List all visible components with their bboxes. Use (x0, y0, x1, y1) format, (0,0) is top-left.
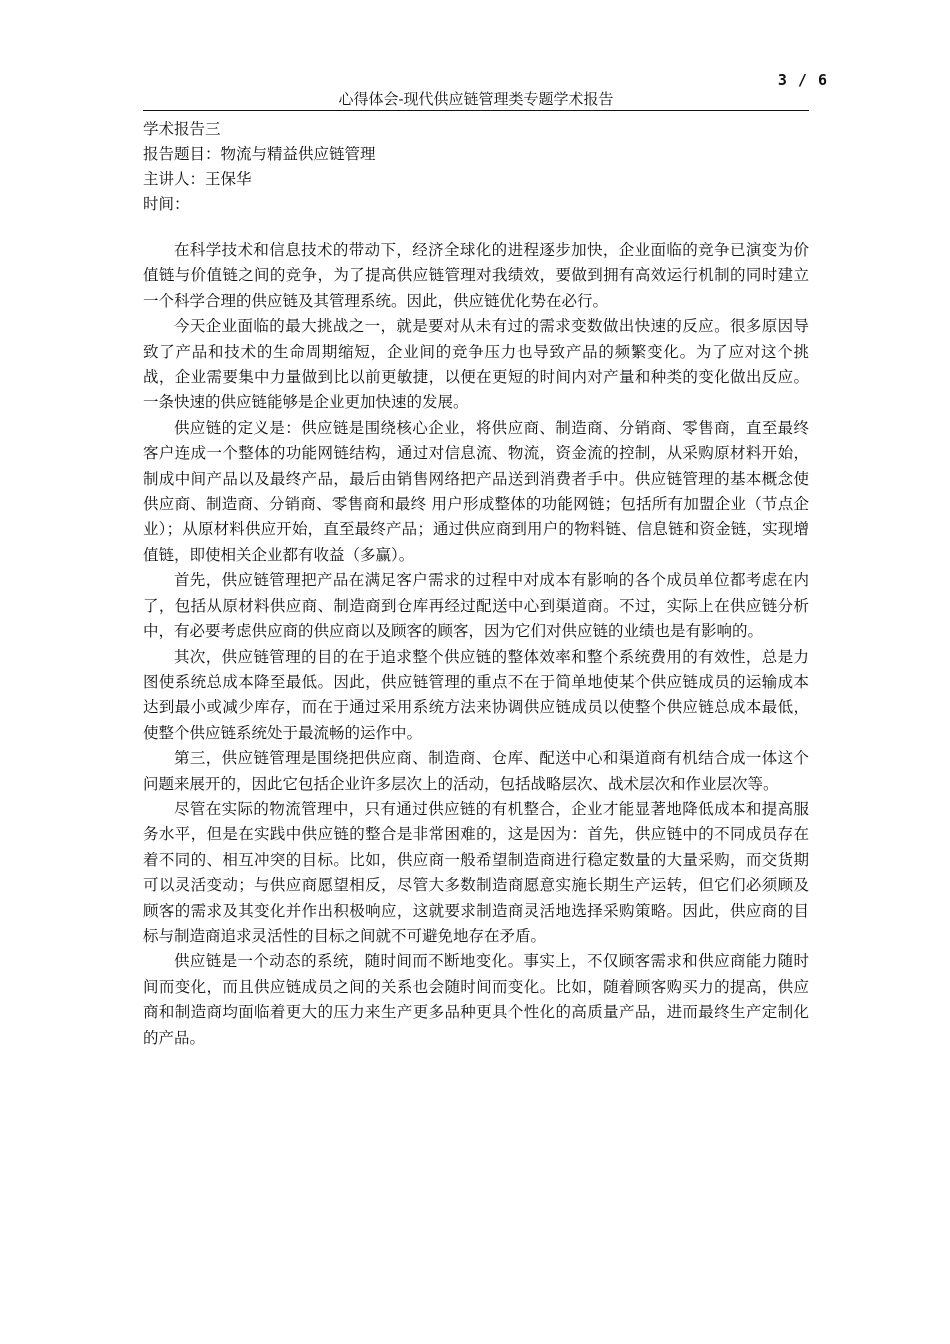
paragraph: 其次，供应链管理的目的在于追求整个供应链的整体效率和整个系统费用的有效性，总是力图使系统总成本降至最低。因此，供应链管理的重点不在于简单地使某个供应链成员的运输成本达到最小或减少库存，而在于通过采用系统方法来协调供应链成员以使整个供应链总成本最低，使整个供应链系统处于最流畅的运作中。 (143, 647, 809, 742)
paragraph: 在科学技术和信息技术的带动下，经济全球化的进程逐步加快，企业面临的竞争已演变为价值链与价值链之间的竞争，为了提高供应链管理对我绩效，要做到拥有高效运行机制的同时建立一个科学合理的供应链及其管理系统。因此，供应链优化势在必行。 (143, 241, 809, 310)
speaker: 主讲人：王保华 (143, 170, 252, 188)
paragraph: 今天企业面临的最大挑战之一，就是要对从未有过的需求变数做出快速的反应。很多原因导致了产品和技术的生命周期缩短，企业间的竞争压力也导致产品的频繁变化。为了应对这个挑战，企业需要集中力量做到比以前更敏捷，以便在更短的时间内对产量和种类的变化做出反应。一条快速的供应链能够是企业更加快速的发展。 (143, 317, 809, 412)
paragraph: 供应链是一个动态的系统，随时间而不断地变化。事实上，不仅顾客需求和供应商能力随时间而变化，而且供应链成员之间的关系也会随时间而变化。比如，随着顾客购买力的提高，供应商和制造商均面临着更大的压力来生产更多品种更具个性化的高质量产品，进而最终生产定制化的产品。 (143, 952, 809, 1047)
report-label: 学术报告三 (143, 120, 221, 138)
report-meta (143, 117, 809, 217)
paragraph: 首先，供应链管理把产品在满足客户需求的过程中对成本有影响的各个成员单位都考虑在内了，包括从原材料供应商、制造商到仓库再经过配送中心到渠道商。不过，实际上在供应链分析中，有必要考虑供应商的供应商以及顾客的顾客，因为它们对供应链的业绩也是有影响的。 (143, 571, 809, 641)
report-time: 时间： (143, 195, 190, 213)
page-number: 3 / 6 (777, 71, 828, 89)
running-header: 心得体会-现代供应链管理类专题学术报告 (143, 88, 809, 111)
paragraph: 供应链的定义是：供应链是围绕核心企业，将供应商、制造商、分销商、零售商，直至最终客户连成一个整体的功能网链结构，通过对信息流、物流，资金流的控制，从采购原材料开始，制成中间产品以及最终产品，最后由销售网络把产品送到消费者手中。供应链管理的基本概念使供应商、制造商、分销商、零售商和最终 用户形成整体的功能网链；包括所有加盟企业（节点企业）；从原材料供应开始，直至最终产品；通过供应商到用户的物料链、信息链和资金链，实现增值链，即使相关企业都有收益（多赢）。 (143, 418, 809, 564)
report-topic: 报告题目：物流与精益供应链管理 (143, 145, 376, 163)
paragraph: 尽管在实际的物流管理中，只有通过供应链的有机整合，企业才能显著地降低成本和提高服务水平，但是在实践中供应链的整合是非常困难的，这是因为：首先，供应链中的不同成员存在着不同的、相互冲突的目标。比如，供应商一般希望制造商进行稳定数量的大量采购，而交货期可以灵活变动；与供应商愿望相反，尽管大多数制造商愿意实施长期生产运转，但它们必须顾及顾客的需求及其变化并作出积极响应，这就要求制造商灵活地选择采购策略。因此，供应商的目标与制造商追求灵活性的目标之间就不可避免地存在矛盾。 (143, 799, 809, 945)
report-body (143, 238, 809, 1051)
paragraph: 第三，供应链管理是围绕把供应商、制造商、仓库、配送中心和渠道商有机结合成一体这个问题来展开的，因此它包括企业许多层次上的活动，包括战略层次、战术层次和作业层次等。 (143, 749, 809, 793)
